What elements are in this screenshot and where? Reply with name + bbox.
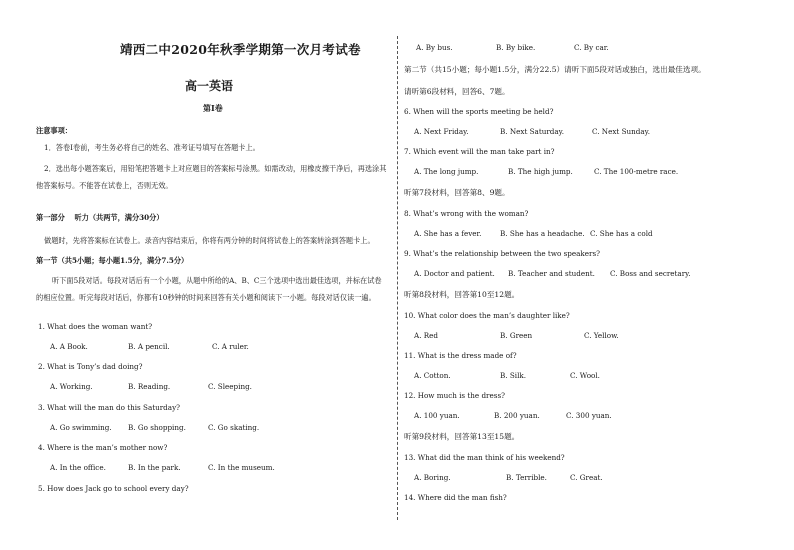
option-12c: C. 300 yuan.	[566, 411, 612, 420]
material-13-15: 听第9段材料，回答第13至15题。	[404, 432, 520, 441]
subject-title: 高一英语	[185, 79, 234, 93]
question-10: 10. What color does the man’s daughter like?	[404, 311, 570, 320]
option-12b: B. 200 yuan.	[494, 411, 540, 420]
option-3a: A. Go swimming.	[50, 423, 112, 432]
question-7: 7. Which event will the man take part in?	[404, 147, 555, 156]
option-4b: B. In the park.	[128, 463, 181, 472]
option-2b: B. Reading.	[128, 382, 171, 391]
section1-instruction: 听下面5段对话。每段对话后有一个小题，从题中所给的A、B、C三个选项中选出最佳选项，并标在试卷的相应位置。听完每段对话后，你都有10秒钟的时间来回答有关小题和阅读下一小题。每段对话仅读一遍。	[36, 276, 382, 302]
option-11b: B. Silk.	[500, 371, 527, 380]
option-10c: C. Yellow.	[584, 331, 619, 340]
part1-instruction: 做题时，先将答案标在试卷上。录音内容结束后，你将有两分钟的时间将试卷上的答案转涂到答题卡上。	[44, 236, 375, 245]
option-11c: C. Wool.	[570, 371, 600, 380]
section1-heading: 第一节（共5小题；每小题1.5分，满分7.5分）	[36, 256, 189, 265]
option-1a: A. A Book.	[50, 342, 88, 351]
option-9a: A. Doctor and patient.	[414, 269, 495, 278]
option-5a: A. By bus.	[416, 43, 453, 52]
option-1b: B. A pencil.	[128, 342, 170, 351]
option-9c: C. Boss and secretary.	[610, 269, 691, 278]
option-6b: B. Next Saturday.	[500, 127, 565, 136]
material-6-7: 请听第6段材料，回答6、7题。	[404, 87, 510, 96]
option-6a: A. Next Friday.	[414, 127, 469, 136]
question-3: 3. What will the man do this Saturday?	[38, 403, 180, 412]
part1-heading: 第一部分 听力（共两节，满分30分）	[36, 213, 164, 222]
question-6: 6. When will the sports meeting be held?	[404, 107, 554, 116]
notes-heading: 注意事项：	[36, 126, 72, 135]
option-10a: A. Red	[414, 331, 439, 340]
material-8-9: 听第7段材料，回答第8、9题。	[404, 188, 510, 197]
section2-heading: 第二节（共15小题；每小题1.5分，满分22.5）请听下面5段对话或独白，选出最佳选项。	[404, 65, 706, 74]
note-item-2: 2．选出每小题答案后，用铅笔把答题卡上对应题目的答案标号涂黑。如需改动，用橡皮擦干净后，再选涂其他答案标号。不能答在试卷上，否则无效。	[36, 164, 387, 190]
option-3b: B. Go shopping.	[128, 423, 186, 432]
option-13c: C. Great.	[570, 473, 603, 482]
option-7b: B. The high jump.	[508, 167, 573, 176]
option-13b: B. Terrible.	[506, 473, 547, 482]
option-6c: C. Next Sunday.	[592, 127, 651, 136]
exam-title: 靖西二中2020年秋季学期第一次月考试卷	[120, 42, 361, 57]
option-4c: C. In the museum.	[208, 463, 275, 472]
option-2c: C. Sleeping.	[208, 382, 252, 391]
option-3c: C. Go skating.	[208, 423, 260, 432]
question-5: 5. How does Jack go to school every day?	[38, 484, 189, 493]
note-item-1: 1．答卷I卷前，考生务必将自己的姓名、准考证号填写在答题卡上。	[44, 143, 260, 152]
option-11a: A. Cotton.	[414, 371, 451, 380]
option-9b: B. Teacher and student.	[508, 269, 595, 278]
volume-label: 第I卷	[203, 103, 223, 113]
option-10b: B. Green	[500, 331, 533, 340]
option-5b: B. By bike.	[496, 43, 536, 52]
option-7a: A. The long jump.	[414, 167, 479, 176]
option-2a: A. Working.	[50, 382, 93, 391]
question-1: 1. What does the woman want?	[38, 322, 153, 331]
option-13a: A. Boring.	[414, 473, 451, 482]
option-8c: C. She has a cold	[590, 229, 653, 238]
option-8a: A. She has a fever.	[414, 229, 482, 238]
question-4: 4. Where is the man’s mother now?	[38, 443, 168, 452]
option-1c: C. A ruler.	[212, 342, 249, 351]
question-12: 12. How much is the dress?	[404, 391, 505, 400]
option-4a: A. In the office.	[50, 463, 106, 472]
question-13: 13. What did the man think of his weekend?	[404, 453, 565, 462]
option-7c: C. The 100-metre race.	[594, 167, 679, 176]
question-11: 11. What is the dress made of?	[404, 351, 517, 360]
option-5c: C. By car.	[574, 43, 609, 52]
column-divider	[397, 36, 398, 520]
question-14: 14. Where did the man fish?	[404, 493, 507, 502]
option-12a: A. 100 yuan.	[414, 411, 460, 420]
material-10-12: 听第8段材料，回答第10至12题。	[404, 290, 520, 299]
option-8b: B. She has a headache.	[500, 229, 585, 238]
question-9: 9. What’s the relationship between the two speakers?	[404, 249, 601, 258]
question-8: 8. What’s wrong with the woman?	[404, 209, 529, 218]
question-2: 2. What is Tony’s dad doing?	[38, 362, 143, 371]
